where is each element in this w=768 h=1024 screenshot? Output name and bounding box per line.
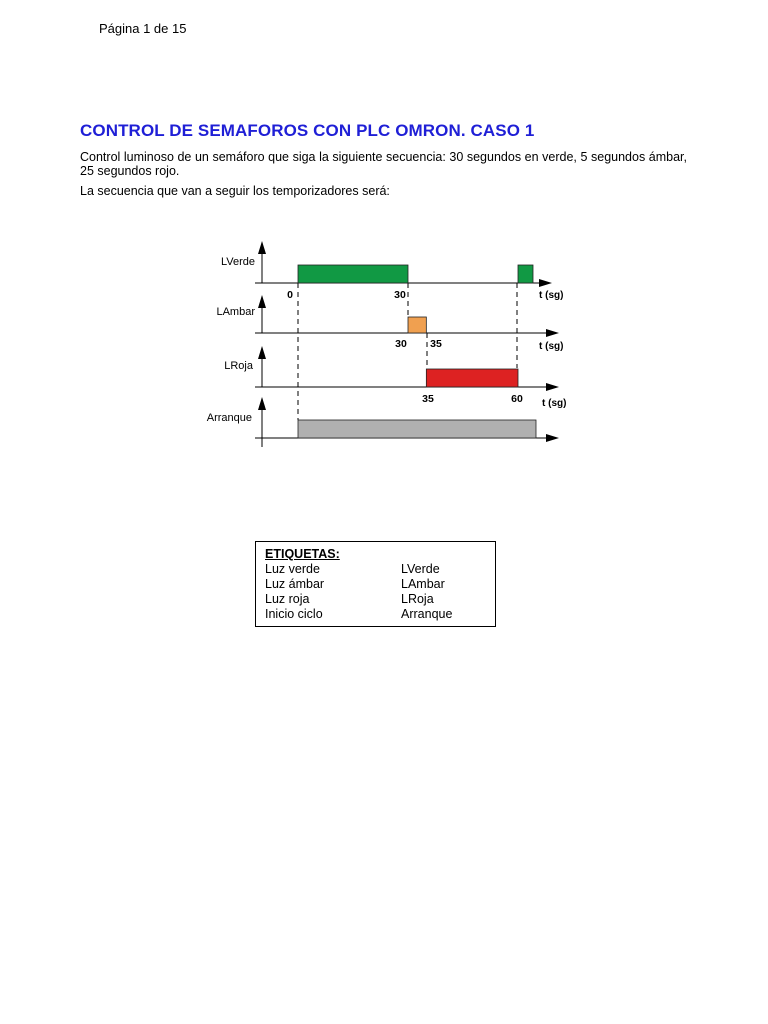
signal-bar-arranque xyxy=(298,420,536,438)
signal-bar-lverde xyxy=(518,265,533,283)
tick-label: 35 xyxy=(422,393,434,405)
labels-row xyxy=(265,577,495,592)
label-description: Luz ámbar xyxy=(265,577,325,591)
label-description: Luz verde xyxy=(265,562,320,576)
tick-label: 35 xyxy=(430,338,442,350)
labels-row xyxy=(265,607,495,622)
labels-table xyxy=(255,541,496,627)
tick-label: 0 xyxy=(287,289,293,301)
signal-bar-lverde xyxy=(298,265,408,283)
time-unit-label: t (sg) xyxy=(539,290,564,301)
label-tag: LVerde xyxy=(401,562,440,576)
signal-label-arranque: Arranque xyxy=(206,412,252,424)
tick-label: 30 xyxy=(395,338,407,350)
labels-row xyxy=(265,562,495,577)
document-title: CONTROL DE SEMAFOROS CON PLC OMRON. CASO 1 xyxy=(80,121,535,140)
label-description: Inicio ciclo xyxy=(265,607,323,621)
signal-bar-lroja xyxy=(426,369,518,387)
signal-label-lverde: LVerde xyxy=(220,256,255,268)
sequence-paragraph: La secuencia que van a seguir los temporizadores será: xyxy=(80,184,390,198)
time-unit-label: t (sg) xyxy=(539,341,564,352)
page-number: Página 1 de 15 xyxy=(99,21,187,36)
time-unit-label: t (sg) xyxy=(542,398,567,409)
signal-label-lambar: LAmbar xyxy=(216,306,255,318)
labels-row xyxy=(265,592,495,607)
signal-bar-lambar xyxy=(408,317,426,333)
signal-label-lroja: LRoja xyxy=(224,360,253,372)
labels-title: ETIQUETAS: xyxy=(265,547,340,561)
timing-diagram xyxy=(0,0,768,470)
tick-label: 30 xyxy=(394,289,406,301)
label-tag: Arranque xyxy=(401,607,453,621)
label-tag: LRoja xyxy=(401,592,434,606)
tick-label: 60 xyxy=(511,393,523,405)
label-description: Luz roja xyxy=(265,592,310,606)
label-tag: LAmbar xyxy=(401,577,445,591)
intro-paragraph: Control luminoso de un semáforo que siga la siguiente secuencia: 30 segundos en verde, 5 segundos ámbar, 25 segundos rojo. xyxy=(80,150,687,178)
